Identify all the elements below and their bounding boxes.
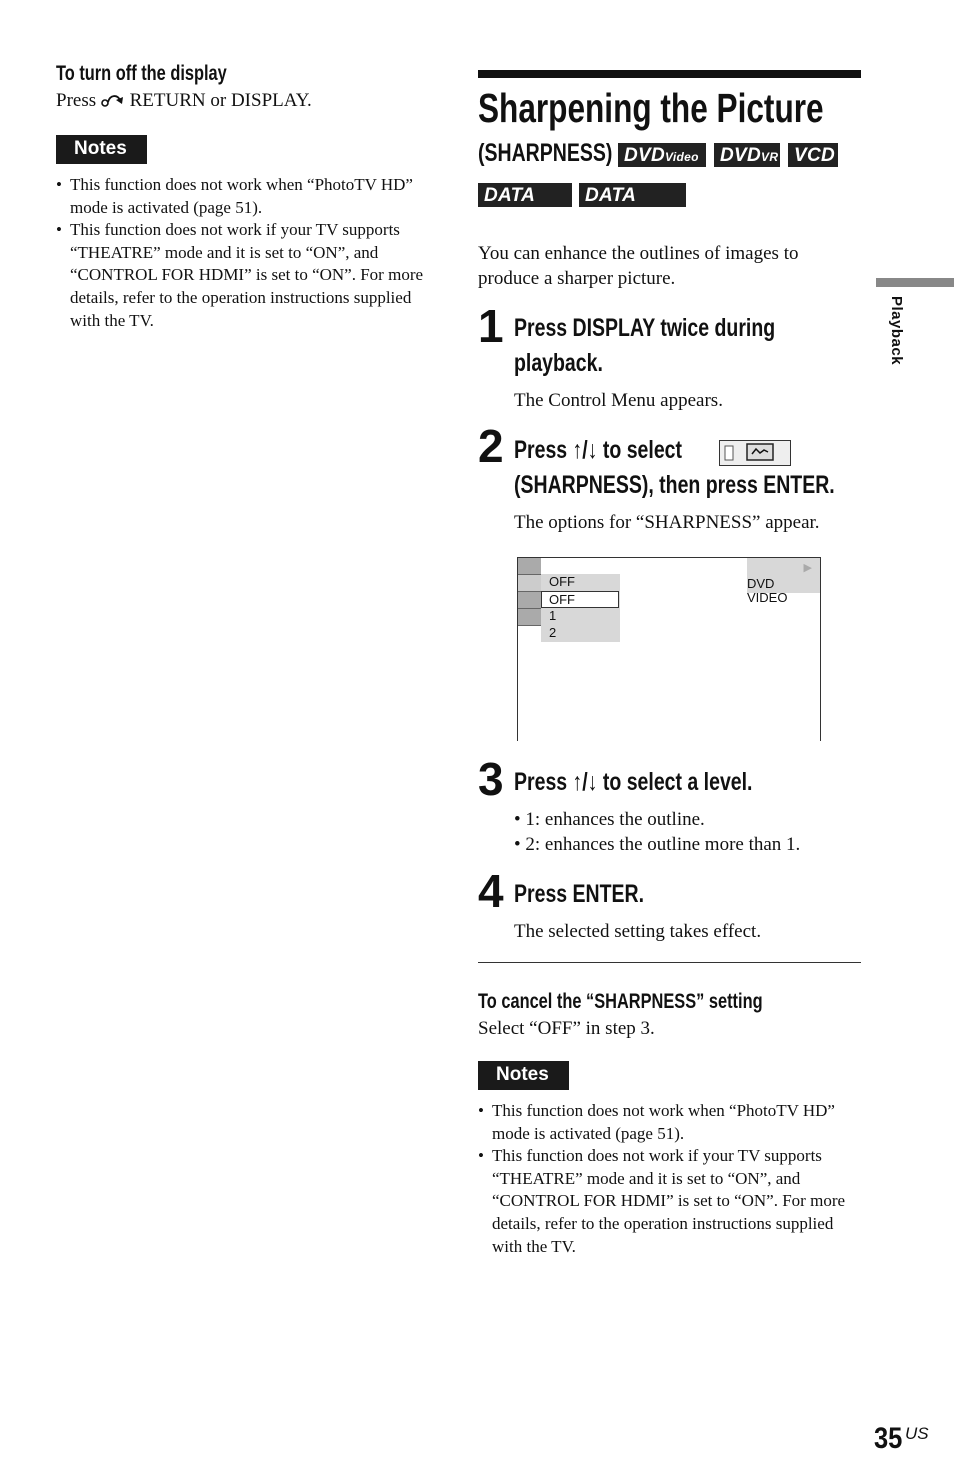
- current-setting: OFF: [549, 574, 575, 589]
- option-list: [541, 574, 620, 642]
- dvd-vr-badge: DVDVR: [714, 143, 780, 167]
- page-title: Sharpening the Picture: [478, 85, 824, 131]
- note-item: • This function does not work when “PhotoTV HD” mode is activated (page 51).: [56, 174, 441, 219]
- step-1-body: The Control Menu appears.: [514, 390, 723, 411]
- side-tab-bar: [876, 278, 954, 287]
- play-icon: ▶: [803, 562, 812, 574]
- bullet-item: • 1: enhances the outline.: [514, 809, 705, 830]
- step-1-heading: Press DISPLAY twice during playback.: [514, 314, 776, 377]
- step-number: 1: [478, 300, 504, 352]
- subtitle-row: [478, 139, 878, 165]
- page-number: 35: [874, 1422, 903, 1455]
- note-item: • This function does not work if your TV supports “THEATRE” mode and it is set to “ON”, and “CONTROL FOR HDMI” is set to “ON”. For more details, refer to the operation instructions supplied with the TV.: [478, 1145, 861, 1258]
- notes-label: Notes: [478, 1061, 569, 1090]
- notes-list: [478, 1100, 861, 1258]
- step-4-body: The selected setting takes effect.: [514, 921, 762, 942]
- return-icon: [101, 90, 125, 115]
- notes-list: [56, 174, 441, 332]
- cancel-section: [478, 990, 878, 1258]
- disc-type-label: ▶ DVD VIDEO: [747, 558, 820, 593]
- selected-option: OFF: [541, 591, 619, 608]
- bullet-item: • 2: enhances the outline more than 1.: [514, 834, 801, 855]
- cancel-text: Select “OFF” in step 3.: [478, 1018, 655, 1039]
- step-number: 2: [478, 420, 504, 472]
- option-item: 2: [549, 625, 557, 640]
- step-3-heading: Press ↑/↓ to select a level.: [514, 768, 753, 796]
- sharpness-menu-display: [517, 557, 821, 741]
- step-4-heading: Press ENTER.: [514, 880, 645, 908]
- intro-text: You can enhance the outlines of images to produce a sharper picture.: [478, 243, 799, 289]
- menu-icon-cell: [518, 592, 541, 609]
- side-tab-label: Playback: [888, 296, 905, 366]
- section-divider: [478, 962, 861, 963]
- page-region-suffix: US: [905, 1424, 929, 1443]
- option-item: 1: [549, 608, 557, 623]
- data-dvd-badge: DATA DVD: [579, 183, 686, 207]
- step-2-body: The options for “SHARPNESS” appear.: [514, 512, 820, 533]
- badge-row-2: [478, 183, 738, 230]
- dvd-video-badge: DVDVideo: [618, 143, 706, 167]
- step-number: 4: [478, 865, 504, 917]
- notes-label: Notes: [56, 135, 147, 164]
- left-column: [56, 62, 441, 332]
- display-off-heading: To turn off the display: [56, 62, 227, 85]
- display-off-text: Press RETURN or DISPLAY.: [56, 88, 441, 115]
- menu-icon-cell: [518, 575, 541, 592]
- menu-icon-cell: [518, 558, 541, 575]
- note-item: • This function does not work when “PhotoTV HD” mode is activated (page 51).: [478, 1100, 861, 1145]
- menu-icon-cell: [518, 609, 541, 626]
- step-3-bullets: [514, 807, 800, 857]
- note-item: • This function does not work if your TV supports “THEATRE” mode and it is set to “ON”, and “CONTROL FOR HDMI” is set to “ON”. For more details, refer to the operation instructions supplied with the TV.: [56, 219, 441, 332]
- step-number: 3: [478, 753, 504, 805]
- step-2-heading: Press ↑/↓ to select (SHARPNESS), then press ENTER.: [514, 436, 835, 499]
- title-rule: [478, 70, 861, 78]
- vcd-badge: VCD: [788, 143, 838, 167]
- section-subtitle: (SHARPNESS): [478, 139, 613, 167]
- cancel-heading: To cancel the “SHARPNESS” setting: [478, 990, 763, 1013]
- data-cd-badge: DATA CD: [478, 183, 572, 207]
